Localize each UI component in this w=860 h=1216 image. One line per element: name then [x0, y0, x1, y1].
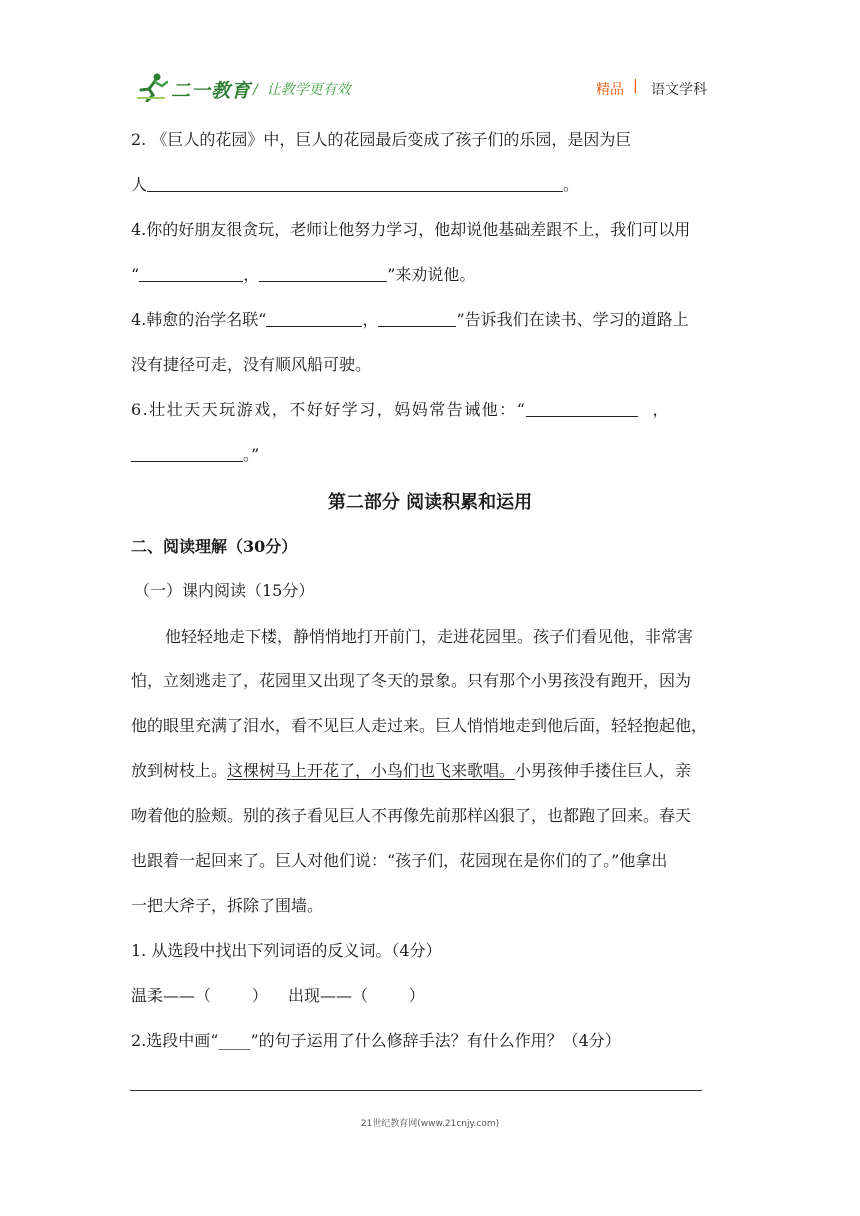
- q4b-suffix: ”告诉我们在读书、学习的道路上: [456, 310, 689, 329]
- passage-line: 吻着他的脸颊。别的孩子看见巨人不再像先前那样凶狠了，也都跑了回来。春天: [131, 806, 692, 825]
- q4b-line2: 没有捷径可走，没有顺风船可驶。: [131, 355, 372, 374]
- answer-blank: [147, 175, 563, 192]
- tag-subject: 语文学科: [651, 82, 707, 98]
- question-1: 1. 从选段中找出下列词语的反义词。（4分）: [131, 941, 442, 960]
- tag-jingpin: 精品: [596, 82, 624, 98]
- slogan-divider: /: [253, 82, 258, 98]
- answer-blank: [131, 445, 243, 462]
- footer-divider: [130, 1090, 702, 1091]
- slogan: [253, 79, 351, 99]
- part-title: 第二部分 阅读积累和运用: [327, 492, 533, 513]
- passage-line: 他轻轻地走下楼，静悄悄地打开前门，走进花园里。孩子们看见他，非常害: [165, 627, 694, 646]
- page-header: [135, 70, 725, 110]
- subsection-heading: （一）课内阅读（15分）: [134, 581, 315, 600]
- q4b-line1: [131, 309, 731, 331]
- answer-blank: [378, 310, 456, 327]
- runner-logo-icon: [135, 72, 169, 102]
- q2-line2: [131, 174, 731, 196]
- question-1-answers: 温柔——（ ） 出现——（ ）: [131, 986, 425, 1005]
- footer-text: 21世纪教育网(www.21cnjy.com): [360, 1119, 500, 1129]
- section-heading: 二、阅读理解（30分）: [131, 537, 298, 556]
- q6-line1: [131, 399, 731, 421]
- answer-blank: [259, 265, 387, 282]
- q4a-line2: [131, 264, 731, 286]
- passage-text: 放到树枝上。: [131, 761, 228, 780]
- slogan-text: 让教学更有效: [266, 82, 351, 98]
- q4a-line1: 4.你的好朋友很贪玩，老师让他努力学习，他却说他基础差跟不上，我们可以用: [131, 220, 691, 239]
- q2-line2-prefix: 人: [131, 175, 148, 194]
- q6-line2: [131, 444, 731, 466]
- q2-line2-suffix: 。: [563, 175, 580, 194]
- question-2: 2.选段中画“____”的句子运用了什么修辞手法？有什么作用？（4分）: [131, 1031, 621, 1050]
- q6-comma: ，: [652, 400, 670, 419]
- q6-text: 6.壮壮天天玩游戏，不好好学习，妈妈常告诫他：“: [131, 400, 527, 419]
- passage-text: 小男孩伸手搂住巨人，亲: [515, 761, 692, 780]
- q4a-comma: ，: [243, 265, 260, 284]
- logo-text: 二一教育: [171, 80, 252, 102]
- answer-blank: [266, 310, 362, 327]
- passage-line: [131, 760, 731, 782]
- passage-line: 也跟着一起回来了。巨人对他们说：“孩子们，花园现在是你们的了。”他拿出: [131, 851, 668, 870]
- q4a-open: “: [131, 265, 140, 284]
- passage-line: 怕，立刻逃走了，花园里又出现了冬天的景象。只有那个小男孩没有跑开，因为: [131, 671, 692, 690]
- passage-line: 他的眼里充满了泪水，看不见巨人走过来。巨人悄悄地走到他后面，轻轻抱起他，: [131, 716, 708, 735]
- q2-line1: 2. 《巨人的花园》中，巨人的花园最后变成了孩子们的乐园，是因为巨: [131, 130, 632, 149]
- answer-blank: [526, 400, 638, 417]
- q4b-comma: ，: [362, 310, 379, 329]
- q6-end: 。”: [243, 445, 260, 464]
- q4a-close: ”来劝说他。: [387, 265, 476, 284]
- q4b-prefix: 4.韩愈的治学名联“: [131, 310, 267, 329]
- underlined-sentence: 这棵树马上开花了，小鸟们也飞来歌唱。: [227, 761, 516, 780]
- passage-line: 一把大斧子，拆除了围墙。: [131, 896, 324, 915]
- answer-blank: [139, 265, 243, 282]
- tag-separator: |: [633, 78, 638, 94]
